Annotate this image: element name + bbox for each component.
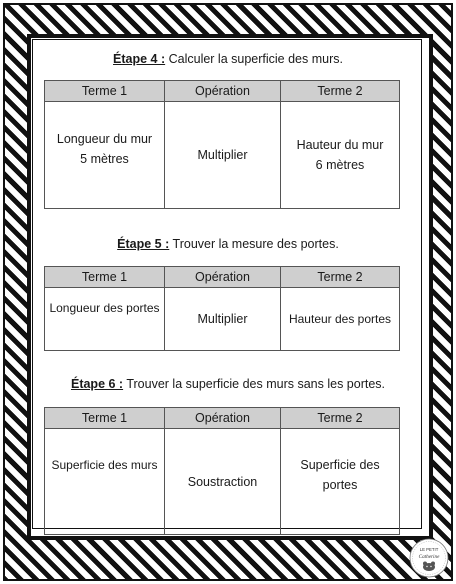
step-5-title — [0, 237, 456, 251]
cell-terme-2: Hauteur du mur 6 mètres — [281, 102, 400, 209]
step-6-title — [0, 377, 456, 391]
cell-operation: Multiplier — [165, 288, 281, 351]
header-operation: Opération — [165, 408, 281, 429]
step-6-label: Étape 6 : — [70, 377, 124, 391]
header-terme-2: Terme 2 — [281, 408, 400, 429]
logo-text-top: LE PETIT — [419, 547, 439, 552]
cell-operation: Multiplier — [165, 102, 281, 209]
cell-terme-1: Longueur du mur 5 mètres — [45, 102, 165, 209]
step-5-table — [44, 266, 400, 351]
table-header-row — [45, 81, 400, 102]
cell-terme-2: Superficie des portes — [281, 429, 400, 535]
teacher-badge-icon — [409, 538, 449, 578]
header-operation: Opération — [165, 81, 281, 102]
header-terme-2: Terme 2 — [281, 267, 400, 288]
header-terme-2: Terme 2 — [281, 81, 400, 102]
step-6-text: Trouver la superficie des murs sans les portes. — [126, 377, 386, 391]
table-header-row — [45, 267, 400, 288]
cell-terme-1: Superficie des murs — [45, 429, 165, 535]
step-6-table — [44, 407, 400, 535]
header-operation: Opération — [165, 267, 281, 288]
step-4-table — [44, 80, 400, 209]
cell-terme-1: Longueur des portes — [45, 288, 165, 351]
cell-operation: Soustraction — [165, 429, 281, 535]
table-row — [45, 288, 400, 351]
cell-terme-2: Hauteur des portes — [281, 288, 400, 351]
header-terme-1: Terme 1 — [45, 408, 165, 429]
step-4-label: Étape 4 : — [113, 52, 166, 66]
step-5-text: Trouver la mesure des portes. — [172, 237, 339, 251]
step-4-title — [0, 52, 456, 66]
step-4-text: Calculer la superficie des murs. — [168, 52, 343, 66]
step-5-label: Étape 5 : — [117, 237, 170, 251]
table-header-row — [45, 408, 400, 429]
header-terme-1: Terme 1 — [45, 267, 165, 288]
logo-text-bottom: Catherine — [418, 554, 440, 560]
table-row — [45, 102, 400, 209]
header-terme-1: Terme 1 — [45, 81, 165, 102]
table-row — [45, 429, 400, 535]
